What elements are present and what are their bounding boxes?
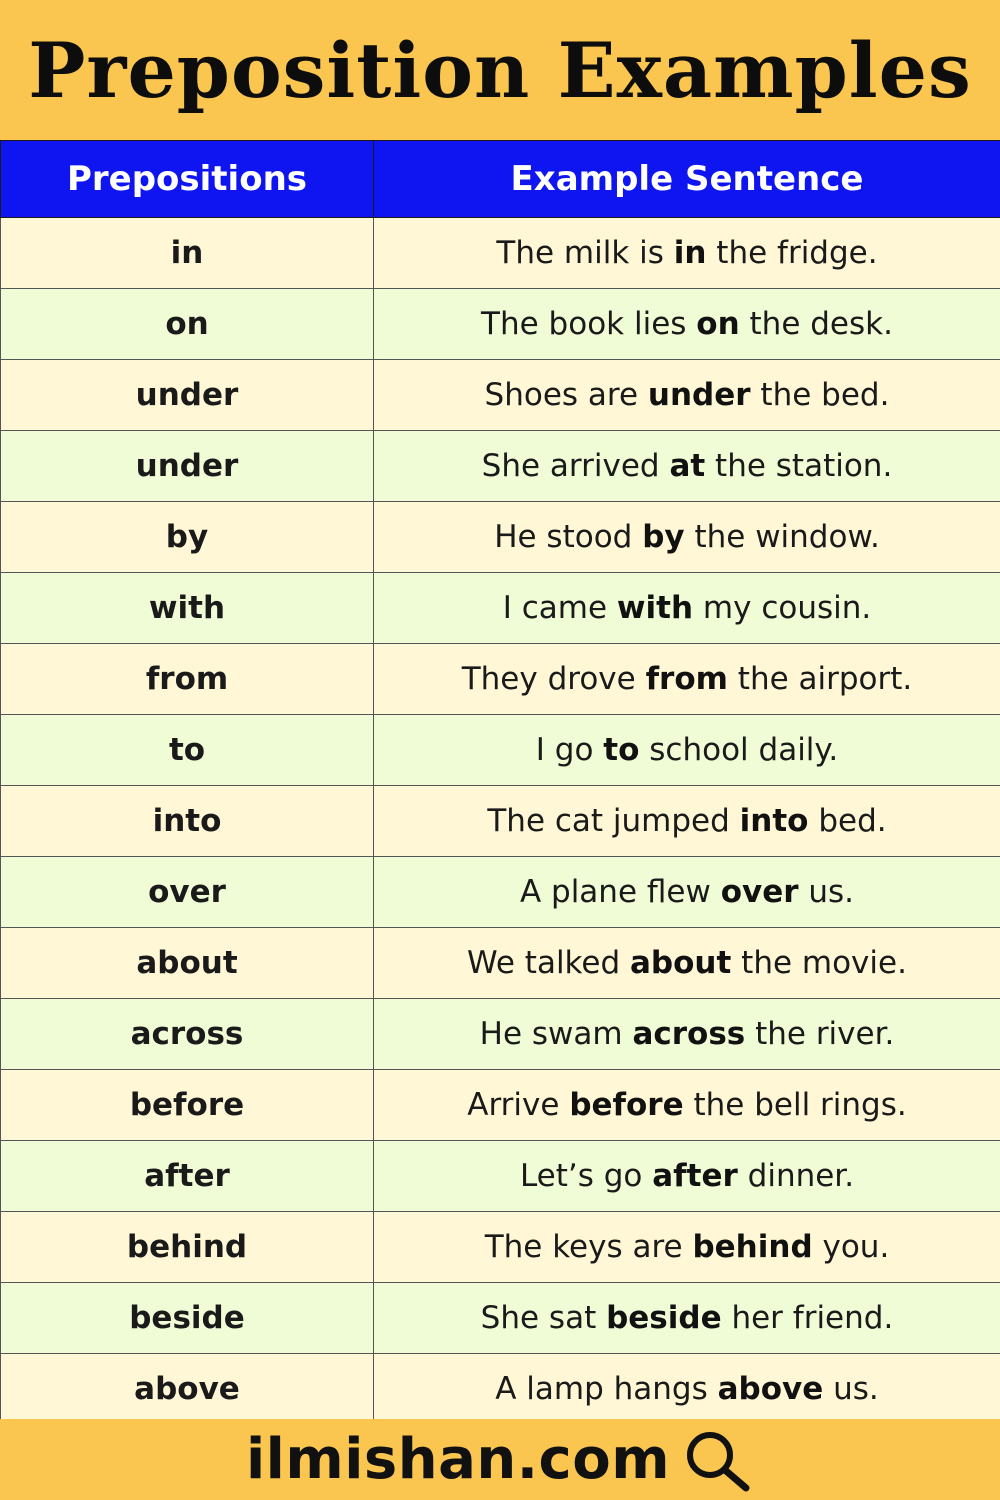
- footer: [0, 1419, 1000, 1500]
- sentence-text-after: bed.: [808, 803, 887, 839]
- column-header-prepositions: Prepositions: [1, 141, 374, 218]
- preposition-cell: under: [1, 431, 374, 502]
- sentence-text-before: She arrived: [481, 448, 670, 484]
- preposition-cell: beside: [1, 1283, 374, 1354]
- example-sentence-cell: [374, 218, 1000, 289]
- example-sentence-cell: [374, 1212, 1000, 1283]
- table-row: [1, 360, 1000, 431]
- preposition-cell: on: [1, 289, 374, 360]
- sentence-text-after: the movie.: [731, 945, 907, 981]
- table-row: [1, 502, 1000, 573]
- sentence-preposition-highlight: behind: [692, 1229, 813, 1265]
- sentence-text-before: She sat: [480, 1300, 607, 1336]
- sentence-preposition-highlight: above: [717, 1371, 824, 1407]
- table-row: [1, 218, 1000, 289]
- sentence-text-after: the window.: [684, 519, 880, 555]
- table-row: [1, 999, 1000, 1070]
- table-row: [1, 1212, 1000, 1283]
- sentence-text-after: the desk.: [739, 306, 893, 342]
- example-sentence-cell: [374, 431, 1000, 502]
- sentence-preposition-highlight: by: [642, 519, 685, 555]
- sentence-preposition-highlight: about: [630, 945, 732, 981]
- sentence-text-before: He stood: [494, 519, 643, 555]
- sentence-preposition-highlight: after: [652, 1158, 738, 1194]
- sentence-text-before: The keys are: [484, 1229, 693, 1265]
- example-sentence-cell: [374, 644, 1000, 715]
- sentence-text-before: I go: [535, 732, 604, 768]
- sentence-text-after: dinner.: [737, 1158, 855, 1194]
- sentence-preposition-highlight: beside: [606, 1300, 722, 1336]
- table-header-row: [1, 141, 1000, 218]
- example-sentence-cell: [374, 502, 1000, 573]
- preposition-cell: by: [1, 502, 374, 573]
- sentence-preposition-highlight: from: [645, 661, 728, 697]
- table-row: [1, 1354, 1000, 1425]
- sentence-text-before: A lamp hangs: [495, 1371, 718, 1407]
- sentence-preposition-highlight: into: [739, 803, 809, 839]
- sentence-text-before: Arrive: [467, 1087, 570, 1123]
- sentence-text-before: Let’s go: [519, 1158, 653, 1194]
- table-row: [1, 644, 1000, 715]
- sentence-text-after: my cousin.: [693, 590, 872, 626]
- page-title: Preposition Examples: [28, 25, 972, 115]
- sentence-preposition-highlight: on: [696, 306, 740, 342]
- table-row: [1, 573, 1000, 644]
- sentence-preposition-highlight: over: [720, 874, 799, 910]
- sentence-preposition-highlight: in: [673, 235, 707, 271]
- sentence-text-before: The milk is: [496, 235, 674, 271]
- preposition-cell: after: [1, 1141, 374, 1212]
- sentence-text-after: you.: [812, 1229, 890, 1265]
- table-row: [1, 1070, 1000, 1141]
- sentence-text-after: the river.: [745, 1016, 895, 1052]
- table-row: [1, 1283, 1000, 1354]
- preposition-cell: over: [1, 857, 374, 928]
- example-sentence-cell: [374, 1354, 1000, 1425]
- sentence-text-before: They drove: [461, 661, 646, 697]
- table-row: [1, 431, 1000, 502]
- sentence-text-before: We talked: [467, 945, 631, 981]
- example-sentence-cell: [374, 1141, 1000, 1212]
- title-bar: [0, 0, 1000, 140]
- example-sentence-cell: [374, 289, 1000, 360]
- example-sentence-cell: [374, 573, 1000, 644]
- sentence-preposition-highlight: under: [647, 377, 751, 413]
- sentence-preposition-highlight: with: [616, 590, 694, 626]
- preposition-cell: from: [1, 644, 374, 715]
- table-row: [1, 289, 1000, 360]
- example-sentence-cell: [374, 999, 1000, 1070]
- sentence-text-before: A plane flew: [519, 874, 721, 910]
- sentence-text-before: Shoes are: [484, 377, 648, 413]
- site-name: ilmishan.com: [245, 1427, 671, 1492]
- preposition-cell: into: [1, 786, 374, 857]
- sentence-text-after: the station.: [705, 448, 893, 484]
- table-body: [1, 218, 1000, 1425]
- example-sentence-cell: [374, 786, 1000, 857]
- example-sentence-cell: [374, 715, 1000, 786]
- example-sentence-cell: [374, 360, 1000, 431]
- sentence-preposition-highlight: across: [632, 1016, 746, 1052]
- table-row: [1, 715, 1000, 786]
- sentence-text-after: the bell rings.: [683, 1087, 907, 1123]
- sentence-text-after: school daily.: [639, 732, 839, 768]
- preposition-cell: before: [1, 1070, 374, 1141]
- column-header-example-sentence: Example Sentence: [374, 141, 1000, 218]
- preposition-cell: under: [1, 360, 374, 431]
- sentence-preposition-highlight: at: [669, 448, 706, 484]
- sentence-text-before: The book lies: [481, 306, 697, 342]
- sentence-text-after: us.: [798, 874, 855, 910]
- preposition-cell: in: [1, 218, 374, 289]
- sentence-preposition-highlight: before: [569, 1087, 684, 1123]
- sentence-preposition-highlight: to: [603, 732, 640, 768]
- sentence-text-after: her friend.: [721, 1300, 894, 1336]
- sentence-text-before: He swam: [479, 1016, 633, 1052]
- sentence-text-after: the fridge.: [706, 235, 878, 271]
- search-icon: [682, 1428, 754, 1492]
- example-sentence-cell: [374, 1283, 1000, 1354]
- example-sentence-cell: [374, 857, 1000, 928]
- sentence-text-after: us.: [823, 1371, 879, 1407]
- preposition-cell: behind: [1, 1212, 374, 1283]
- sentence-text-after: the bed.: [750, 377, 890, 413]
- sentence-text-before: I came: [502, 590, 617, 626]
- preposition-cell: with: [1, 573, 374, 644]
- table-row: [1, 786, 1000, 857]
- sentence-text-before: The cat jumped: [487, 803, 740, 839]
- example-sentence-cell: [374, 928, 1000, 999]
- preposition-cell: to: [1, 715, 374, 786]
- preposition-table: [0, 140, 1000, 1425]
- preposition-cell: across: [1, 999, 374, 1070]
- preposition-cell: about: [1, 928, 374, 999]
- table-row: [1, 928, 1000, 999]
- preposition-cell: above: [1, 1354, 374, 1425]
- example-sentence-cell: [374, 1070, 1000, 1141]
- table-row: [1, 857, 1000, 928]
- table-row: [1, 1141, 1000, 1212]
- sentence-text-after: the airport.: [727, 661, 913, 697]
